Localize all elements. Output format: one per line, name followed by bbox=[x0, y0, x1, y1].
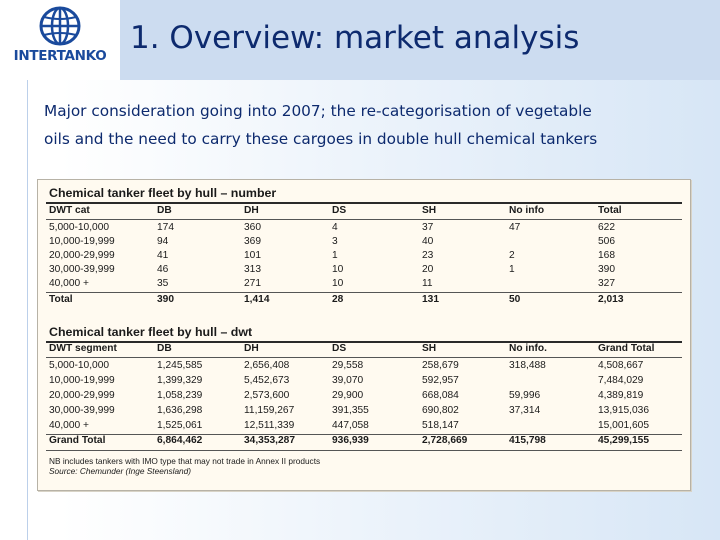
table-cell: 10 bbox=[332, 264, 344, 275]
table-cell: Grand Total bbox=[49, 435, 106, 446]
intro-line-2: oils and the need to carry these cargoes in double hull chemical tankers bbox=[44, 130, 598, 148]
table-row bbox=[38, 420, 690, 434]
table-cell: 7,484,029 bbox=[598, 375, 644, 386]
table-cell: 94 bbox=[157, 236, 169, 247]
left-border-line bbox=[27, 80, 28, 540]
table-cell: 390 bbox=[598, 264, 615, 275]
table-dwt-bottom-rule bbox=[46, 450, 682, 451]
table-cell: 11,159,267 bbox=[244, 405, 295, 416]
column-header: SH bbox=[422, 343, 437, 354]
table-cell: 2,728,669 bbox=[422, 435, 468, 446]
table-cell: 30,000-39,999 bbox=[49, 405, 115, 416]
table-cell: 506 bbox=[598, 236, 615, 247]
table-cell: 4,508,667 bbox=[598, 360, 644, 371]
column-header: SH bbox=[422, 205, 437, 216]
table-cell: 47 bbox=[509, 222, 521, 233]
table-cell: 20,000-29,999 bbox=[49, 250, 115, 261]
table-cell: 668,084 bbox=[422, 390, 459, 401]
table-cell: 6,864,462 bbox=[157, 435, 203, 446]
table-cell: 390 bbox=[157, 294, 174, 305]
table-total-row bbox=[38, 435, 690, 449]
table-cell: 10,000-19,999 bbox=[49, 375, 115, 386]
table-cell: 318,488 bbox=[509, 360, 546, 371]
table-cell: 4,389,819 bbox=[598, 390, 644, 401]
intro-text bbox=[44, 97, 704, 153]
column-header: DB bbox=[157, 205, 172, 216]
table-cell: 131 bbox=[422, 294, 439, 305]
table-cell: 45,299,155 bbox=[598, 435, 649, 446]
table-cell: 13,915,036 bbox=[598, 405, 649, 416]
table-dwt-title: Chemical tanker fleet by hull – dwt bbox=[49, 325, 253, 339]
table-cell: 1 bbox=[509, 264, 515, 275]
table-row bbox=[38, 360, 690, 374]
intertanko-logo bbox=[0, 0, 120, 80]
table-cell: 622 bbox=[598, 222, 615, 233]
table-cell: 2,656,408 bbox=[244, 360, 290, 371]
table-cell: 327 bbox=[598, 278, 615, 289]
table-cell: 1,414 bbox=[244, 294, 270, 305]
table-cell: 391,355 bbox=[332, 405, 369, 416]
column-header: Total bbox=[598, 205, 622, 216]
table-cell: 11 bbox=[422, 278, 433, 289]
table-cell: 40,000 + bbox=[49, 420, 89, 431]
table-cell: 1,525,061 bbox=[157, 420, 203, 431]
table-cell: 2,013 bbox=[598, 294, 624, 305]
table-cell: 5,452,673 bbox=[244, 375, 290, 386]
table-row bbox=[38, 375, 690, 389]
table-cell: 37,314 bbox=[509, 405, 541, 416]
table-number-top-rule bbox=[46, 202, 682, 204]
table-cell: 15,001,605 bbox=[598, 420, 649, 431]
table-cell: 46 bbox=[157, 264, 169, 275]
table-row bbox=[38, 278, 690, 292]
logo-wordmark: INTERTANKO bbox=[13, 48, 107, 64]
table-cell: 30,000-39,999 bbox=[49, 264, 115, 275]
table-cell: 12,511,339 bbox=[244, 420, 295, 431]
table-dwt-header-row bbox=[38, 343, 690, 357]
table-row bbox=[38, 405, 690, 419]
table-cell: 59,996 bbox=[509, 390, 541, 401]
table-cell: 23 bbox=[422, 250, 434, 261]
table-cell: 592,957 bbox=[422, 375, 459, 386]
table-footnote: NB includes tankers with IMO type that may not trade in Annex II products bbox=[49, 456, 321, 466]
table-cell: 4 bbox=[332, 222, 338, 233]
intro-line-1: Major consideration going into 2007; the re-categorisation of vegetable bbox=[44, 102, 592, 120]
table-cell: 168 bbox=[598, 250, 615, 261]
table-cell: 37 bbox=[422, 222, 434, 233]
column-header: DWT segment bbox=[49, 343, 117, 354]
table-cell: 20,000-29,999 bbox=[49, 390, 115, 401]
table-cell: 415,798 bbox=[509, 435, 546, 446]
table-number-header-row bbox=[38, 205, 690, 219]
column-header: DB bbox=[157, 343, 172, 354]
table-cell: 360 bbox=[244, 222, 261, 233]
table-row bbox=[38, 222, 690, 236]
table-number-header-rule bbox=[46, 219, 682, 220]
table-cell: 40 bbox=[422, 236, 434, 247]
column-header: DH bbox=[244, 343, 259, 354]
fleet-table-image bbox=[37, 179, 691, 491]
table-cell: 20 bbox=[422, 264, 434, 275]
table-cell: 41 bbox=[157, 250, 169, 261]
table-number-total-rule bbox=[46, 292, 682, 293]
column-header: DS bbox=[332, 205, 347, 216]
table-cell: 518,147 bbox=[422, 420, 459, 431]
table-cell: 28 bbox=[332, 294, 344, 305]
table-row bbox=[38, 250, 690, 264]
table-cell: 10,000-19,999 bbox=[49, 236, 115, 247]
table-cell: 1,245,585 bbox=[157, 360, 203, 371]
table-cell: 101 bbox=[244, 250, 261, 261]
table-cell: 35 bbox=[157, 278, 169, 289]
table-cell: 1,058,239 bbox=[157, 390, 203, 401]
table-cell: 29,558 bbox=[332, 360, 364, 371]
table-cell: 1,636,298 bbox=[157, 405, 203, 416]
table-cell: 1 bbox=[332, 250, 338, 261]
table-dwt-header-rule bbox=[46, 357, 682, 358]
table-cell: 1,399,329 bbox=[157, 375, 203, 386]
table-cell: 271 bbox=[244, 278, 261, 289]
table-cell: 10 bbox=[332, 278, 344, 289]
table-cell: 258,679 bbox=[422, 360, 459, 371]
page-title: 1. Overview: market analysis bbox=[130, 20, 580, 56]
table-cell: 29,900 bbox=[332, 390, 364, 401]
table-cell: Total bbox=[49, 294, 73, 305]
table-cell: 39,070 bbox=[332, 375, 364, 386]
table-total-row bbox=[38, 294, 690, 308]
table-cell: 690,802 bbox=[422, 405, 459, 416]
column-header: Grand Total bbox=[598, 343, 655, 354]
table-cell: 369 bbox=[244, 236, 261, 247]
column-header: No info bbox=[509, 205, 545, 216]
table-cell: 5,000-10,000 bbox=[49, 360, 110, 371]
table-cell: 936,939 bbox=[332, 435, 369, 446]
table-source: Source: Chemunder (Inge Steensland) bbox=[49, 466, 192, 476]
table-cell: 5,000-10,000 bbox=[49, 222, 110, 233]
table-cell: 40,000 + bbox=[49, 278, 89, 289]
column-header: No info. bbox=[509, 343, 547, 354]
globe-icon bbox=[34, 6, 86, 46]
table-cell: 34,353,287 bbox=[244, 435, 295, 446]
table-cell: 3 bbox=[332, 236, 338, 247]
table-row bbox=[38, 236, 690, 250]
table-cell: 50 bbox=[509, 294, 521, 305]
table-cell: 2,573,600 bbox=[244, 390, 290, 401]
table-row bbox=[38, 390, 690, 404]
table-cell: 447,058 bbox=[332, 420, 369, 431]
table-cell: 2 bbox=[509, 250, 515, 261]
table-cell: 174 bbox=[157, 222, 174, 233]
table-cell: 313 bbox=[244, 264, 261, 275]
column-header: DH bbox=[244, 205, 259, 216]
table-number-title: Chemical tanker fleet by hull – number bbox=[49, 186, 277, 200]
table-row bbox=[38, 264, 690, 278]
column-header: DS bbox=[332, 343, 347, 354]
column-header: DWT cat bbox=[49, 205, 90, 216]
